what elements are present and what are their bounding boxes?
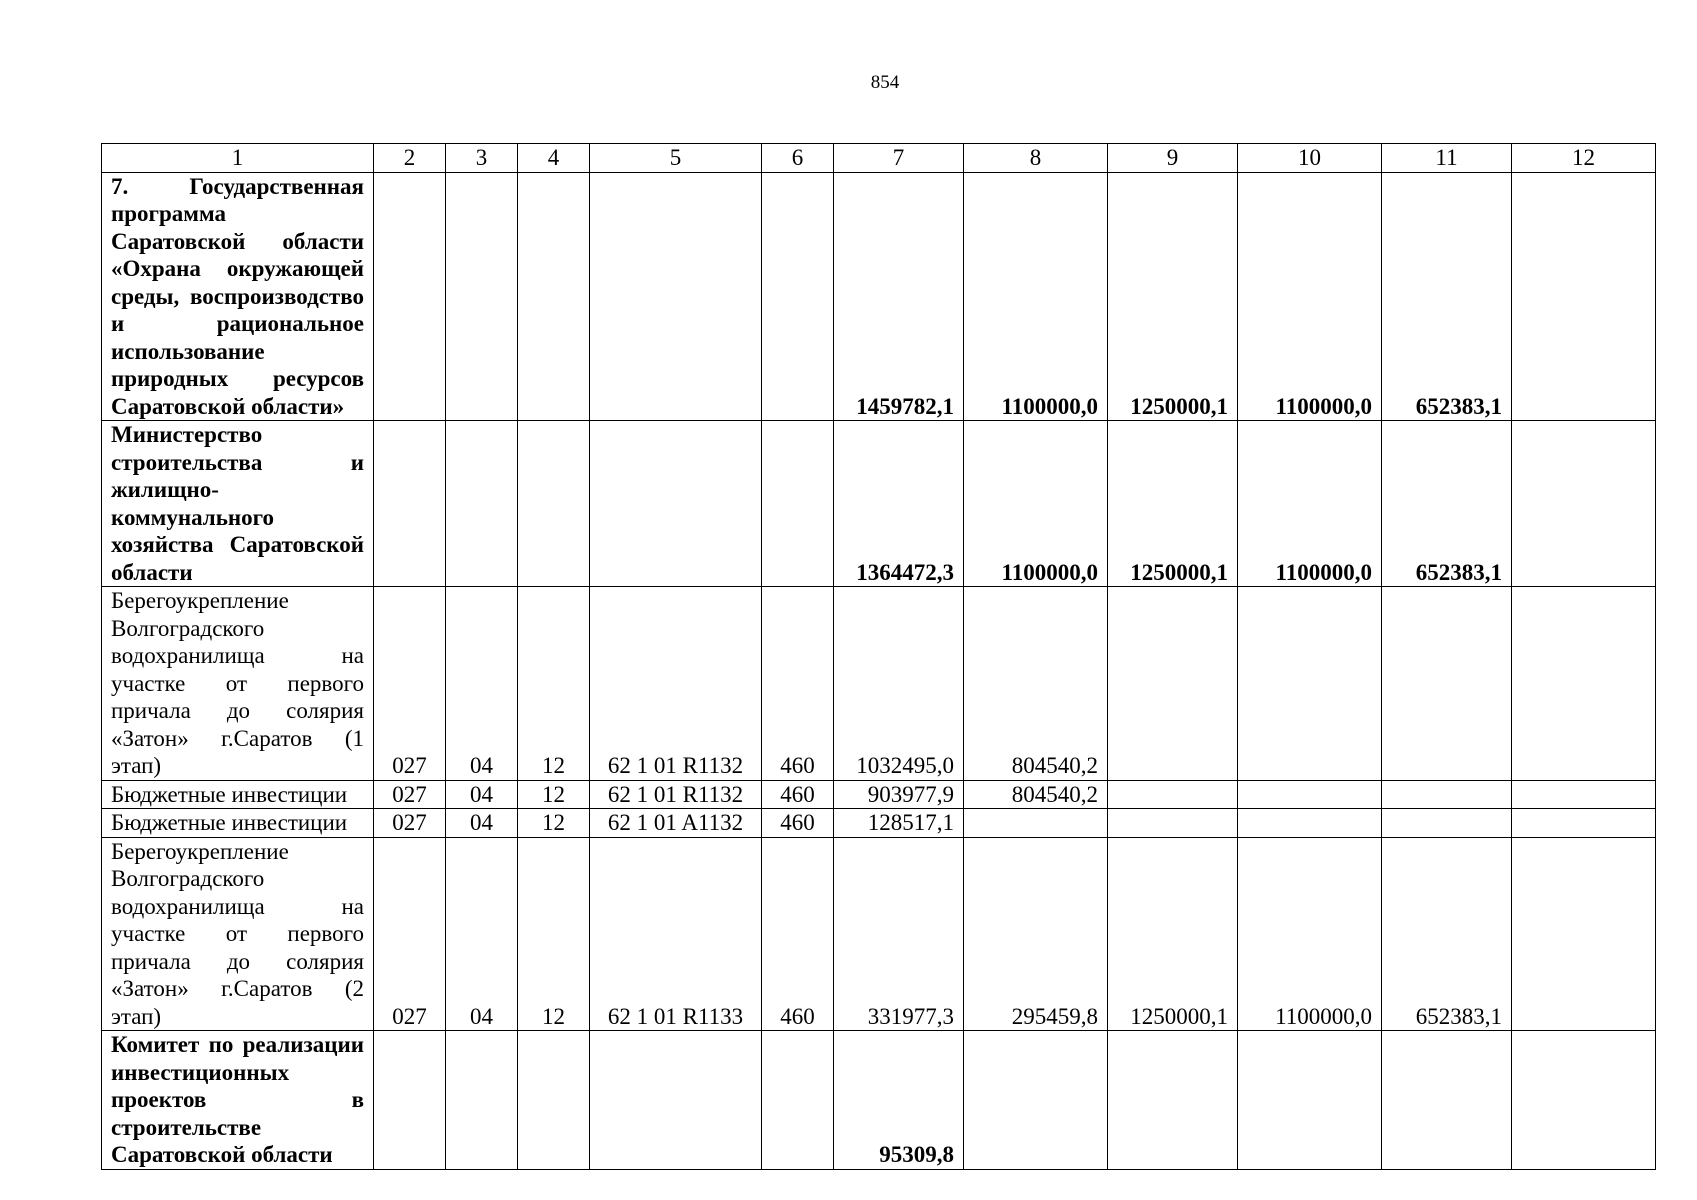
cell-amount-col11: 652383,1 xyxy=(1382,421,1512,587)
cell-target-article: 62 1 01 A1132 xyxy=(590,809,762,838)
cell-section: 04 xyxy=(446,780,518,809)
table-row xyxy=(102,172,1656,421)
page-number: 854 xyxy=(870,72,900,93)
cell-amount-col9: 1250000,1 xyxy=(1108,172,1238,421)
cell-description: Министерство строительства и жилищно-коммунального хозяйства Саратовской области xyxy=(102,421,374,587)
cell-section: 04 xyxy=(446,837,518,1031)
column-number-9: 9 xyxy=(1108,144,1238,173)
cell-expense-type: 460 xyxy=(762,780,834,809)
cell-amount-col10 xyxy=(1238,809,1382,838)
cell-amount-col9: 1250000,1 xyxy=(1108,837,1238,1031)
cell-amount-col8: 804540,2 xyxy=(964,587,1108,781)
cell-target-article xyxy=(590,172,762,421)
cell-amount-col12 xyxy=(1512,780,1656,809)
cell-amount-col7: 1364472,3 xyxy=(834,421,964,587)
cell-amount-col11 xyxy=(1382,809,1512,838)
cell-amount-col10: 1100000,0 xyxy=(1238,837,1382,1031)
cell-ministry-code: 027 xyxy=(374,809,446,838)
column-number-6: 6 xyxy=(762,144,834,173)
cell-target-article: 62 1 01 R1133 xyxy=(590,837,762,1031)
cell-amount-col9 xyxy=(1108,809,1238,838)
cell-section xyxy=(446,172,518,421)
cell-ministry-code: 027 xyxy=(374,587,446,781)
cell-amount-col7: 95309,8 xyxy=(834,1031,964,1170)
table-row xyxy=(102,421,1656,587)
cell-target-article: 62 1 01 R1132 xyxy=(590,780,762,809)
column-number-1: 1 xyxy=(102,144,374,173)
cell-description: Комитет по реализации инвестиционных проектов в строительстве Саратовской области xyxy=(102,1031,374,1170)
cell-section xyxy=(446,421,518,587)
cell-amount-col8: 295459,8 xyxy=(964,837,1108,1031)
cell-amount-col9 xyxy=(1108,780,1238,809)
cell-amount-col11: 652383,1 xyxy=(1382,837,1512,1031)
cell-amount-col8: 1100000,0 xyxy=(964,421,1108,587)
column-number-12: 12 xyxy=(1512,144,1656,173)
cell-amount-col12 xyxy=(1512,172,1656,421)
table-row xyxy=(102,1031,1656,1170)
cell-expense-type: 460 xyxy=(762,837,834,1031)
cell-amount-col11 xyxy=(1382,1031,1512,1170)
cell-amount-col11 xyxy=(1382,587,1512,781)
cell-amount-col7: 128517,1 xyxy=(834,809,964,838)
cell-amount-col12 xyxy=(1512,1031,1656,1170)
cell-expense-type xyxy=(762,1031,834,1170)
cell-ministry-code xyxy=(374,1031,446,1170)
cell-amount-col9: 1250000,1 xyxy=(1108,421,1238,587)
cell-amount-col9 xyxy=(1108,1031,1238,1170)
column-number-11: 11 xyxy=(1382,144,1512,173)
cell-target-article xyxy=(590,1031,762,1170)
cell-ministry-code: 027 xyxy=(374,780,446,809)
cell-ministry-code: 027 xyxy=(374,837,446,1031)
cell-amount-col12 xyxy=(1512,837,1656,1031)
column-number-5: 5 xyxy=(590,144,762,173)
cell-amount-col8 xyxy=(964,1031,1108,1170)
column-number-2: 2 xyxy=(374,144,446,173)
cell-section: 04 xyxy=(446,809,518,838)
cell-ministry-code xyxy=(374,421,446,587)
column-number-10: 10 xyxy=(1238,144,1382,173)
cell-amount-col12 xyxy=(1512,587,1656,781)
column-number-4: 4 xyxy=(518,144,590,173)
cell-amount-col10: 1100000,0 xyxy=(1238,172,1382,421)
table-row xyxy=(102,837,1656,1031)
cell-section: 04 xyxy=(446,587,518,781)
cell-amount-col7: 331977,3 xyxy=(834,837,964,1031)
cell-expense-type xyxy=(762,172,834,421)
table-row xyxy=(102,587,1656,781)
cell-subsection: 12 xyxy=(518,780,590,809)
cell-amount-col8: 1100000,0 xyxy=(964,172,1108,421)
table-row xyxy=(102,809,1656,838)
cell-amount-col10 xyxy=(1238,587,1382,781)
cell-amount-col10 xyxy=(1238,780,1382,809)
cell-amount-col7: 1459782,1 xyxy=(834,172,964,421)
table-row xyxy=(102,780,1656,809)
table-body xyxy=(102,172,1656,1169)
column-number-8: 8 xyxy=(964,144,1108,173)
cell-subsection xyxy=(518,1031,590,1170)
cell-amount-col7: 1032495,0 xyxy=(834,587,964,781)
cell-description: Берегоукрепление Волгоградского водохранилища на участке от первого причала до солярия «Затон» г.Саратов (2 этап) xyxy=(102,837,374,1031)
budget-table xyxy=(101,143,1656,1170)
cell-amount-col10: 1100000,0 xyxy=(1238,421,1382,587)
cell-expense-type: 460 xyxy=(762,809,834,838)
column-number-7: 7 xyxy=(834,144,964,173)
cell-description: 7. Государственная программа Саратовской области «Охрана окружающей среды, воспроизводство и рациональное использование природных ресурсов Саратовской области» xyxy=(102,172,374,421)
cell-amount-col12 xyxy=(1512,809,1656,838)
cell-description: Бюджетные инвестиции xyxy=(102,780,374,809)
cell-ministry-code xyxy=(374,172,446,421)
cell-amount-col8: 804540,2 xyxy=(964,780,1108,809)
column-number-3: 3 xyxy=(446,144,518,173)
cell-amount-col7: 903977,9 xyxy=(834,780,964,809)
cell-section xyxy=(446,1031,518,1170)
cell-subsection: 12 xyxy=(518,809,590,838)
cell-description: Берегоукрепление Волгоградского водохранилища на участке от первого причала до солярия «Затон» г.Саратов (1 этап) xyxy=(102,587,374,781)
cell-amount-col12 xyxy=(1512,421,1656,587)
cell-amount-col11: 652383,1 xyxy=(1382,172,1512,421)
cell-subsection: 12 xyxy=(518,837,590,1031)
cell-target-article: 62 1 01 R1132 xyxy=(590,587,762,781)
cell-expense-type: 460 xyxy=(762,587,834,781)
cell-amount-col10 xyxy=(1238,1031,1382,1170)
cell-amount-col9 xyxy=(1108,587,1238,781)
column-number-row xyxy=(102,144,1656,173)
cell-expense-type xyxy=(762,421,834,587)
cell-subsection xyxy=(518,421,590,587)
cell-amount-col8 xyxy=(964,809,1108,838)
cell-subsection: 12 xyxy=(518,587,590,781)
cell-target-article xyxy=(590,421,762,587)
cell-description: Бюджетные инвестиции xyxy=(102,809,374,838)
cell-subsection xyxy=(518,172,590,421)
cell-amount-col11 xyxy=(1382,780,1512,809)
